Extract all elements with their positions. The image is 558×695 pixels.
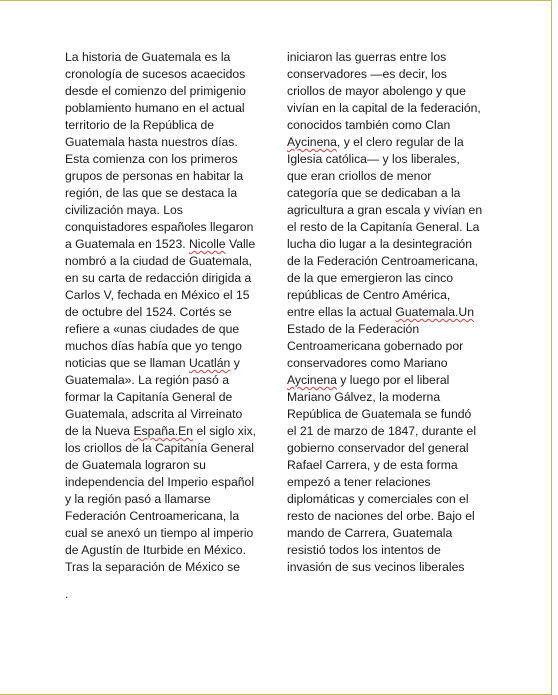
text-run: Carlos V, fechada en México el 15	[65, 288, 250, 302]
text-line	[65, 474, 270, 491]
text-line	[65, 508, 270, 525]
text-line	[287, 474, 492, 491]
text-line	[287, 389, 492, 406]
text-line	[287, 559, 492, 576]
text-run: de Agustín de Iturbide en México.	[65, 543, 246, 557]
text-run: conocidos también como Clan	[287, 118, 451, 132]
text-line	[65, 525, 270, 542]
text-run: civilización maya. Los	[65, 203, 183, 217]
text-run: conservadores como Mariano	[287, 356, 448, 370]
text-run: gobierno conservador del general	[287, 441, 469, 455]
text-run: Federación Centroamericana, la	[65, 509, 240, 523]
text-run: a Guatemala en 1523.	[65, 237, 189, 251]
text-run: , y el clero regular de la	[336, 135, 464, 149]
misspelled-word: Aycinena	[287, 135, 337, 149]
text-run: de la que emergieron las cinco	[287, 271, 453, 285]
text-line	[65, 287, 270, 304]
text-line	[65, 372, 270, 389]
text-line	[65, 219, 270, 236]
text-run: Iglesia católica— y los liberales,	[287, 152, 460, 166]
text-run: República de Guatemala se fundó	[287, 407, 472, 421]
text-run: y luego por el liberal	[336, 373, 450, 387]
text-run: lucha dio lugar a la desintegración	[287, 237, 472, 251]
misspelled-word: Aycinena	[287, 373, 337, 387]
text-line	[65, 168, 270, 185]
text-run: agricultura a gran escala y vivían en	[287, 203, 483, 217]
text-line	[287, 406, 492, 423]
text-run: en su carta de redacción dirigida a	[65, 271, 252, 285]
text-run: diplomáticas y comerciales con el	[287, 492, 469, 506]
text-run: región, de las que se destaca la	[65, 186, 238, 200]
text-line	[65, 83, 270, 100]
text-line	[65, 236, 270, 253]
text-run: el resto de la Capitanía General. La	[287, 220, 480, 234]
text-line	[65, 151, 270, 168]
text-run: Tras la separación de México se	[65, 560, 240, 574]
text-line	[65, 440, 270, 457]
text-run: territorio de la República de	[65, 118, 215, 132]
text-line	[287, 66, 492, 83]
text-run: categoría que se dedicaban a la	[287, 186, 461, 200]
text-line	[287, 151, 492, 168]
text-run: mando de Carrera, Guatemala	[287, 526, 453, 540]
text-line	[65, 389, 270, 406]
text-line	[287, 168, 492, 185]
text-run: cual se anexó un tiempo al imperio	[65, 526, 254, 540]
text-run: formar la Capitanía General de	[65, 390, 233, 404]
text-line	[287, 338, 492, 355]
text-run: de la Federación Centroamericana,	[287, 254, 479, 268]
text-run: Rafael Carrera, y de esta forma	[287, 458, 458, 472]
text-line	[65, 253, 270, 270]
text-line	[287, 508, 492, 525]
text-line	[65, 338, 270, 355]
text-line	[65, 202, 270, 219]
text-run: grupos de personas en habitar la	[65, 169, 244, 183]
empty-paragraph-mark: .	[65, 587, 69, 601]
text-column-right[interactable]	[287, 49, 492, 576]
text-run: muchos días había que yo tengo	[65, 339, 242, 353]
text-run: Mariano Gálvez, la moderna	[287, 390, 441, 404]
text-run: de Guatemala lograron su	[65, 458, 206, 472]
text-line	[287, 117, 492, 134]
text-run: y	[230, 356, 240, 370]
text-line	[287, 185, 492, 202]
text-run: cronología de sucesos acaecidos	[65, 67, 246, 81]
text-run: repúblicas de Centro América,	[287, 288, 451, 302]
text-line	[287, 49, 492, 66]
text-run: iniciaron las guerras entre los	[287, 50, 447, 64]
text-line	[287, 423, 492, 440]
text-run: conservadores —es decir, los	[287, 67, 447, 81]
text-run: conquistadores españoles llegaron	[65, 220, 254, 234]
text-run: Estado de la Federación	[287, 322, 420, 336]
text-line	[287, 372, 492, 389]
text-run: noticias que se llaman	[65, 356, 189, 370]
text-run: criollos de mayor abolengo y que	[287, 84, 466, 98]
text-run: independencia del Imperio español	[65, 475, 255, 489]
text-line	[65, 423, 270, 440]
text-run: el siglo xix,	[193, 424, 257, 438]
text-run: Guatemala hasta nuestros días.	[65, 135, 238, 149]
text-line	[287, 304, 492, 321]
text-run: empezó a tener relaciones	[287, 475, 431, 489]
text-run: entre ellas la actual	[287, 305, 396, 319]
text-line	[287, 542, 492, 559]
text-line	[65, 321, 270, 338]
text-line	[287, 236, 492, 253]
text-line	[65, 100, 270, 117]
text-run: vivían en la capital de la federación,	[287, 101, 481, 115]
text-line	[287, 457, 492, 474]
text-line	[287, 83, 492, 100]
text-run: resto de naciones del orbe. Bajo el	[287, 509, 475, 523]
text-run: La historia de Guatemala es la	[65, 50, 231, 64]
text-run: nombró a la ciudad de Guatemala,	[65, 254, 252, 268]
text-line	[287, 134, 492, 151]
misspelled-word: Nicolle	[189, 237, 226, 251]
text-line	[65, 304, 270, 321]
text-line	[65, 355, 270, 372]
text-line	[287, 100, 492, 117]
text-run: el 21 de marzo de 1847, durante el	[287, 424, 477, 438]
text-line	[65, 117, 270, 134]
text-line	[65, 270, 270, 287]
text-run: Centroamericana gobernado por	[287, 339, 464, 353]
text-run: que eran criollos de menor	[287, 169, 432, 183]
text-run: poblamiento humano en el actual	[65, 101, 245, 115]
misspelled-word: España.En	[133, 424, 194, 438]
text-line	[287, 219, 492, 236]
text-run: y la región pasó a llamarse	[65, 492, 211, 506]
text-line	[65, 185, 270, 202]
text-line	[65, 542, 270, 559]
text-line	[287, 440, 492, 457]
text-run: los criollos de la Capitanía General	[65, 441, 255, 455]
text-run: Guatemala». La región pasó a	[65, 373, 229, 387]
text-column-left[interactable]	[65, 49, 270, 576]
text-run: resistió todos los intentos de	[287, 543, 441, 557]
text-line	[65, 406, 270, 423]
text-line	[65, 491, 270, 508]
text-run: Guatemala, adscrita al Virreinato	[65, 407, 243, 421]
text-run: de la Nueva	[65, 424, 134, 438]
text-run: de octubre del 1524. Cortés se	[65, 305, 232, 319]
text-line	[65, 457, 270, 474]
text-line	[287, 253, 492, 270]
text-run: Valle	[225, 237, 256, 251]
text-run: desde el comienzo del primigenio	[65, 84, 246, 98]
text-run: Esta comienza con los primeros	[65, 152, 238, 166]
text-line	[65, 559, 270, 576]
text-line	[65, 49, 270, 66]
text-line	[287, 202, 492, 219]
misspelled-word: Ucatlán	[188, 356, 231, 370]
text-run: invasión de sus vecinos liberales	[287, 560, 465, 574]
text-line	[287, 270, 492, 287]
text-run: refiere a «unas ciudades de que	[65, 322, 240, 336]
text-line	[65, 66, 270, 83]
text-line	[287, 525, 492, 542]
text-line	[287, 491, 492, 508]
text-line	[287, 321, 492, 338]
text-line	[287, 287, 492, 304]
misspelled-word: Guatemala.Un	[395, 305, 474, 319]
text-line	[65, 134, 270, 151]
text-line	[287, 355, 492, 372]
